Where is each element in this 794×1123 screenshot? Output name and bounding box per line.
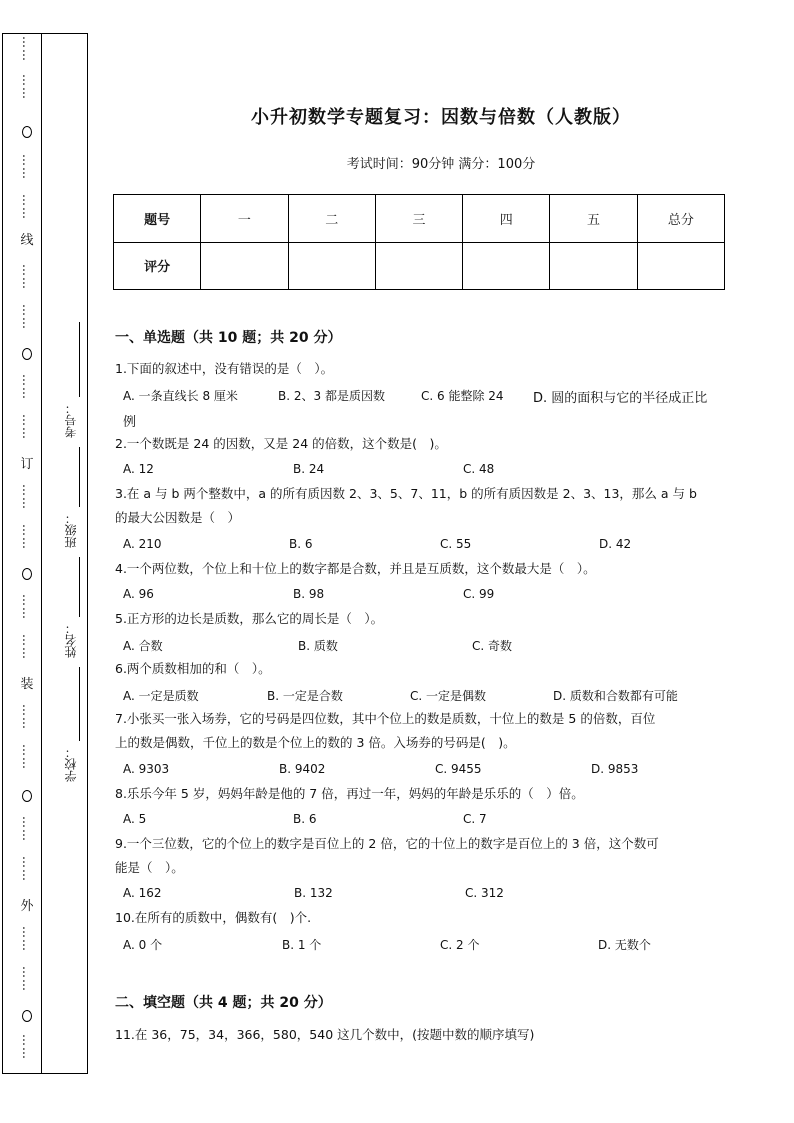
score-input-cell[interactable] bbox=[375, 242, 462, 290]
score-value-row bbox=[114, 242, 725, 290]
dots: …… bbox=[20, 634, 34, 660]
option[interactable]: D. 42 bbox=[599, 537, 632, 551]
margin-mark-bind: 装 bbox=[20, 677, 34, 692]
dots: …… bbox=[20, 1034, 34, 1060]
dots: …… bbox=[20, 966, 34, 992]
question-text: 11.在 36，75，34，366，580，540 这几个数中，(按题中数的顺序填写) bbox=[115, 1027, 535, 1042]
dots: …… bbox=[20, 304, 34, 330]
dots: …… bbox=[20, 594, 34, 620]
dots: …… bbox=[20, 856, 34, 882]
option[interactable]: A. 96 bbox=[123, 587, 154, 601]
option[interactable]: A. 9303 bbox=[123, 762, 170, 776]
score-input-cell[interactable] bbox=[463, 242, 550, 290]
score-cell: 三 bbox=[375, 195, 462, 243]
option[interactable]: C. 9455 bbox=[435, 762, 482, 776]
name-blank[interactable] bbox=[79, 557, 80, 617]
dots: …… bbox=[20, 36, 34, 62]
exam-number-label: 考号： bbox=[64, 402, 78, 438]
question-text: 6.两个质数相加的和（ ）。 bbox=[115, 661, 271, 676]
question-text: 10.在所有的质数中，偶数有( )个. bbox=[115, 910, 312, 925]
option[interactable]: B. 1 个 bbox=[282, 938, 322, 952]
class-blank[interactable] bbox=[79, 447, 80, 507]
circle-mark bbox=[20, 348, 34, 364]
option[interactable]: B. 6 bbox=[289, 537, 313, 551]
option[interactable]: C. 6 能整除 24 bbox=[421, 389, 504, 403]
option[interactable]: C. 55 bbox=[440, 537, 472, 551]
option[interactable]: A. 一条直线长 8 厘米 bbox=[123, 389, 238, 403]
dots: …… bbox=[20, 744, 34, 770]
option[interactable]: B. 9402 bbox=[279, 762, 326, 776]
dots: …… bbox=[20, 154, 34, 180]
class-label: 班级： bbox=[64, 512, 78, 548]
option[interactable]: C. 一定是偶数 bbox=[410, 689, 487, 703]
dots: …… bbox=[20, 704, 34, 730]
question-text: 9.一个三位数，它的个位上的数字是百位上的 2 倍，它的十位上的数字是百位上的 3 倍，这个数可 bbox=[115, 836, 659, 851]
dots: …… bbox=[20, 74, 34, 100]
question-text: 5.正方形的边长是质数，那么它的周长是（ ）。 bbox=[115, 611, 384, 626]
name-label: 姓名： bbox=[64, 622, 78, 658]
section-title: 一、单选题（共 10 题；共 20 分） bbox=[115, 330, 342, 346]
option[interactable]: C. 312 bbox=[465, 886, 504, 900]
option[interactable]: B. 2、3 都是质因数 bbox=[278, 389, 385, 403]
dots: …… bbox=[20, 264, 34, 290]
score-cell: 五 bbox=[550, 195, 637, 243]
binding-dot-column bbox=[20, 34, 34, 1073]
score-table bbox=[113, 194, 725, 290]
score-cell: 总分 bbox=[637, 195, 724, 243]
exam-info: 考试时间：90分钟 满分：100分 bbox=[346, 157, 536, 172]
option[interactable]: B. 132 bbox=[294, 886, 333, 900]
question-text: 7.小张买一张入场券，它的号码是四位数，其中个位上的数是质数，十位上的数是 5 的倍数，百位 bbox=[115, 711, 656, 726]
circle-mark bbox=[20, 1010, 34, 1026]
dots: …… bbox=[20, 816, 34, 842]
question-text: 8.乐乐今年 5 岁，妈妈年龄是他的 7 倍，再过一年，妈妈的年龄是乐乐的（ ）倍。 bbox=[115, 786, 584, 801]
score-input-cell[interactable] bbox=[201, 242, 288, 290]
option[interactable]: B. 98 bbox=[293, 587, 325, 601]
dots: …… bbox=[20, 414, 34, 440]
option[interactable]: B. 24 bbox=[293, 462, 325, 476]
score-cell: 评分 bbox=[114, 242, 201, 290]
margin-mark-line: 线 bbox=[20, 233, 34, 248]
dots: …… bbox=[20, 194, 34, 220]
score-cell: 四 bbox=[463, 195, 550, 243]
score-cell: 题号 bbox=[114, 195, 201, 243]
score-input-cell[interactable] bbox=[637, 242, 724, 290]
option[interactable]: A. 一定是质数 bbox=[123, 689, 199, 703]
score-cell: 二 bbox=[288, 195, 375, 243]
margin-mark-outer: 外 bbox=[20, 899, 34, 914]
option[interactable]: C. 48 bbox=[463, 462, 495, 476]
option[interactable]: B. 一定是合数 bbox=[267, 689, 343, 703]
question-text-cont: 上的数是偶数，千位上的数是个位上的数的 3 倍。入场券的号码是( )。 bbox=[115, 735, 516, 750]
option[interactable]: A. 5 bbox=[123, 812, 147, 826]
dots: …… bbox=[20, 926, 34, 952]
option[interactable]: A. 12 bbox=[123, 462, 154, 476]
option[interactable]: A. 210 bbox=[123, 537, 162, 551]
option[interactable]: B. 质数 bbox=[298, 639, 338, 653]
section-title: 二、填空题（共 4 题；共 20 分） bbox=[115, 995, 332, 1011]
dots: …… bbox=[20, 524, 34, 550]
school-label: 学校： bbox=[64, 746, 78, 782]
circle-mark bbox=[20, 790, 34, 806]
binding-divider bbox=[41, 34, 42, 1073]
question-text: 3.在 a 与 b 两个整数中，a 的所有质因数 2、3、5、7、11，b 的所有质因数是 2、3、13，那么 a 与 b bbox=[115, 486, 697, 501]
question-text-cont: 的最大公因数是（ ） bbox=[115, 510, 241, 525]
option[interactable]: C. 2 个 bbox=[440, 938, 480, 952]
binding-margin bbox=[2, 33, 88, 1074]
option[interactable]: A. 0 个 bbox=[123, 938, 163, 952]
option[interactable]: D. 质数和合数都有可能 bbox=[553, 689, 678, 703]
score-input-cell[interactable] bbox=[288, 242, 375, 290]
option[interactable]: A. 合数 bbox=[123, 639, 163, 653]
dots: …… bbox=[20, 374, 34, 400]
option[interactable]: B. 6 bbox=[293, 812, 317, 826]
question-text: 1.下面的叙述中，没有错误的是（ ）。 bbox=[115, 361, 334, 376]
page-title: 小升初数学专题复习：因数与倍数（人教版） bbox=[251, 107, 631, 128]
exam-number-blank[interactable] bbox=[79, 322, 80, 397]
score-cell: 一 bbox=[201, 195, 288, 243]
option[interactable]: C. 奇数 bbox=[472, 639, 513, 653]
option-tail: 例 bbox=[123, 415, 137, 430]
question-text: 4.一个两位数，个位上和十位上的数字都是合数，并且是互质数，这个数最大是（ ）。 bbox=[115, 561, 596, 576]
question-text: 2.一个数既是 24 的因数，又是 24 的倍数，这个数是( )。 bbox=[115, 436, 447, 451]
dots: …… bbox=[20, 484, 34, 510]
margin-mark-order: 订 bbox=[20, 457, 34, 472]
option[interactable]: C. 7 bbox=[463, 812, 487, 826]
circle-mark bbox=[20, 568, 34, 584]
circle-mark bbox=[20, 126, 34, 142]
question-text-cont: 能是（ ）。 bbox=[115, 860, 184, 875]
score-header-row bbox=[114, 195, 725, 243]
option[interactable]: D. 圆的面积与它的半径成正比 bbox=[533, 391, 708, 406]
option[interactable]: D. 无数个 bbox=[598, 938, 651, 952]
score-input-cell[interactable] bbox=[550, 242, 637, 290]
option[interactable]: D. 9853 bbox=[591, 762, 639, 776]
school-blank[interactable] bbox=[79, 667, 80, 741]
option[interactable]: C. 99 bbox=[463, 587, 495, 601]
option[interactable]: A. 162 bbox=[123, 886, 162, 900]
